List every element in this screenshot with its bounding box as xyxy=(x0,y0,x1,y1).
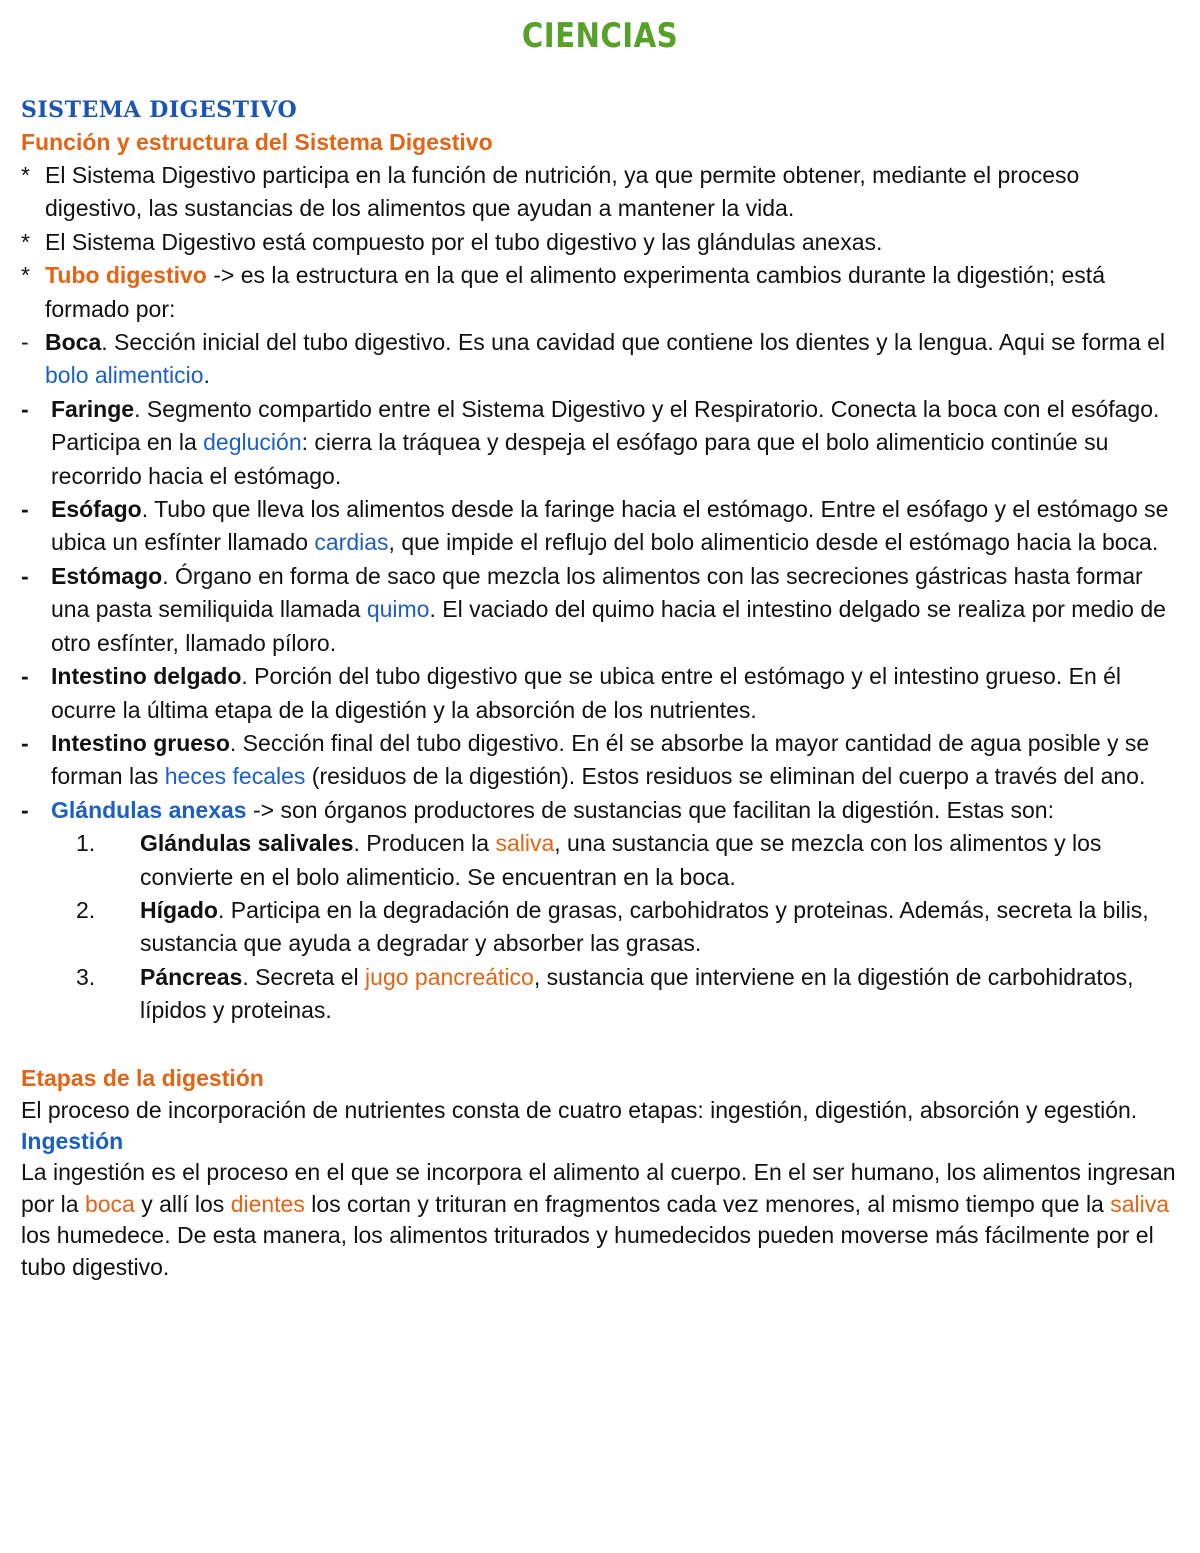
organ-highlight: quimo xyxy=(366,596,430,623)
dash-marker: - xyxy=(21,395,29,422)
organ-term: Faringe xyxy=(51,395,135,422)
gland-item xyxy=(76,827,1181,894)
ingestion-paragraph xyxy=(21,1157,1181,1283)
gland-term: Páncreas xyxy=(140,963,243,990)
glandulas-list xyxy=(76,827,1181,1027)
gland-number: 2. xyxy=(76,896,96,923)
page-title: CIENCIAS xyxy=(521,16,679,56)
organ-term: Esófago xyxy=(51,496,142,523)
ingestion-heading: Ingestión xyxy=(21,1128,124,1155)
organ-text-end: , que impide el reflujo del bolo alimenticio desde el estómago hacia la boca. xyxy=(388,529,1159,556)
gland-text: . Secreta el xyxy=(242,963,366,990)
bullet-text: -> es la estructura en la que el alimento experimenta cambios durante la digestión; está formado por: xyxy=(45,262,1105,322)
gland-number: 1. xyxy=(76,830,96,857)
intro-bullets xyxy=(21,159,1181,326)
organ-text: . Segmento compartido entre el Sistema Digestivo y el Respiratorio. Conecta la boca con el esófago. Participa en la xyxy=(51,395,1160,456)
highlight-dientes: dientes xyxy=(230,1190,305,1217)
organ-text-end: : cierra la tráquea y despeja el esófago para que el bolo alimenticio continúe su recorrido hacia el estómago. xyxy=(51,429,1109,489)
gland-highlight: jugo pancreático xyxy=(365,963,534,990)
organ-text: -> son órganos productores de sustancias que facilitan la digestión. Estas son: xyxy=(246,796,1054,823)
highlight-boca: boca xyxy=(84,1190,135,1217)
gland-item xyxy=(76,894,1181,961)
dash-marker: - xyxy=(21,562,29,589)
etapas-text: El proceso de incorporación de nutrientes consta de cuatro etapas: ingestión, digestión, absorción y egestión. xyxy=(21,1096,1138,1123)
term-tubo-digestivo: Tubo digestivo xyxy=(45,262,207,289)
organ-highlight: cardias xyxy=(314,529,389,556)
bullet-marker: * xyxy=(21,228,30,255)
organ-term: Boca xyxy=(45,329,102,356)
ingestion-text: los cortan y trituran en fragmentos cada vez menores, al mismo tiempo que la xyxy=(304,1190,1111,1217)
bullet-item xyxy=(21,159,1181,226)
organ-term: Intestino delgado xyxy=(51,663,242,690)
organ-list xyxy=(21,326,1181,1028)
organ-text: . Órgano en forma de saco que mezcla los alimentos con las secreciones gástricas hasta formar una pasta semiliquida llamada xyxy=(51,562,1143,623)
organ-highlight: bolo alimenticio xyxy=(45,362,204,389)
organ-text-end: . El vaciado del quimo hacia el intestino delgado se realiza por medio de otro esfínter, llamado píloro. xyxy=(51,596,1166,656)
organ-item-estomago xyxy=(21,560,1181,660)
organ-text: . Sección inicial del tubo digestivo. Es una cavidad que contiene los dientes y la lengua. Aqui se forma el xyxy=(101,329,1166,356)
ingestion-text: los humedece. De esta manera, los alimentos triturados y humedecidos pueden moverse más fácilmente por el tubo digestivo. xyxy=(21,1222,1154,1280)
section-title: SISTEMA DIGESTIVO xyxy=(21,97,298,123)
gland-text-end: , una sustancia que se mezcla con los alimentos y los convierte en el bolo alimenticio. Se encuentran en la boca. xyxy=(140,830,1102,890)
organ-text: . Sección final del tubo digestivo. En él se absorbe la mayor cantidad de agua posible y se forman las xyxy=(51,729,1150,790)
organ-highlight: heces fecales xyxy=(164,763,306,790)
organ-text: . Porción del tubo digestivo que se ubica entre el estómago y el intestino grueso. En él ocurre la última etapa de la digestión y la absorción de los nutrientes. xyxy=(51,663,1122,723)
etapas-heading: Etapas de la digestión xyxy=(21,1064,264,1091)
spacer xyxy=(21,1028,1181,1061)
organ-item-faringe xyxy=(21,393,1181,493)
dash-marker: - xyxy=(21,796,29,823)
gland-text: . Participa en la degradación de grasas, carbohidratos y proteinas. Además, secreta la bilis, sustancia que ayuda a degradar y absorber las grasas. xyxy=(140,896,1149,957)
ingestion-text: y allí los xyxy=(134,1190,231,1217)
bullet-text: El Sistema Digestivo participa en la función de nutrición, ya que permite obtener, mediante el proceso digestivo, las sustancias de los alimentos que ayudan a mantener la vida. xyxy=(45,162,1080,222)
gland-term: Glándulas salivales xyxy=(140,830,354,857)
bullet-text: El Sistema Digestivo está compuesto por el tubo digestivo y las glándulas anexas. xyxy=(45,228,883,255)
bullet-marker: * xyxy=(21,162,30,188)
organ-item-esofago xyxy=(21,493,1181,560)
organ-term: Intestino grueso xyxy=(51,729,230,756)
main-content xyxy=(21,95,1181,1283)
gland-highlight: saliva xyxy=(495,830,555,857)
gland-number: 3. xyxy=(76,963,96,990)
dash-marker: - xyxy=(21,329,29,356)
gland-term: Hígado xyxy=(140,896,218,923)
dash-marker: - xyxy=(21,729,29,756)
organ-text-end: (residuos de la digestión). Estos residuos se eliminan del cuerpo a través del ano. xyxy=(305,763,1146,790)
dash-marker: - xyxy=(21,496,29,523)
ingestion-text: La ingestión es el proceso en el que se incorpora el alimento al cuerpo. En el ser humano, los alimentos ingresan por la xyxy=(21,1159,1176,1217)
organ-text: . Tubo que lleva los alimentos desde la faringe hacia el estómago. Entre el esófago y el estómago se ubica un esfínter llamado xyxy=(51,496,1169,556)
organ-term: Estómago xyxy=(51,562,163,589)
subsection-title: Función y estructura del Sistema Digestivo xyxy=(21,129,493,155)
gland-item xyxy=(76,961,1181,1028)
organ-item-boca xyxy=(21,326,1181,393)
organ-item-intestino-grueso xyxy=(21,727,1181,794)
bullet-marker: * xyxy=(21,262,30,289)
bullet-item xyxy=(21,226,1181,259)
term-glandulas-anexas: Glándulas anexas xyxy=(51,796,247,823)
gland-text: . Producen la xyxy=(353,830,496,857)
organ-highlight: deglución xyxy=(203,429,302,456)
gland-text-end: , sustancia que interviene en la digestión de carbohidratos, lípidos y proteinas. xyxy=(140,963,1134,1024)
organ-item-intestino-delgado xyxy=(21,660,1181,727)
bullet-item xyxy=(21,259,1181,326)
dash-marker: - xyxy=(21,663,29,690)
highlight-saliva: saliva xyxy=(1110,1190,1170,1217)
organ-item-glandulas-anexas xyxy=(21,794,1181,827)
organ-text-end: . xyxy=(203,362,210,389)
